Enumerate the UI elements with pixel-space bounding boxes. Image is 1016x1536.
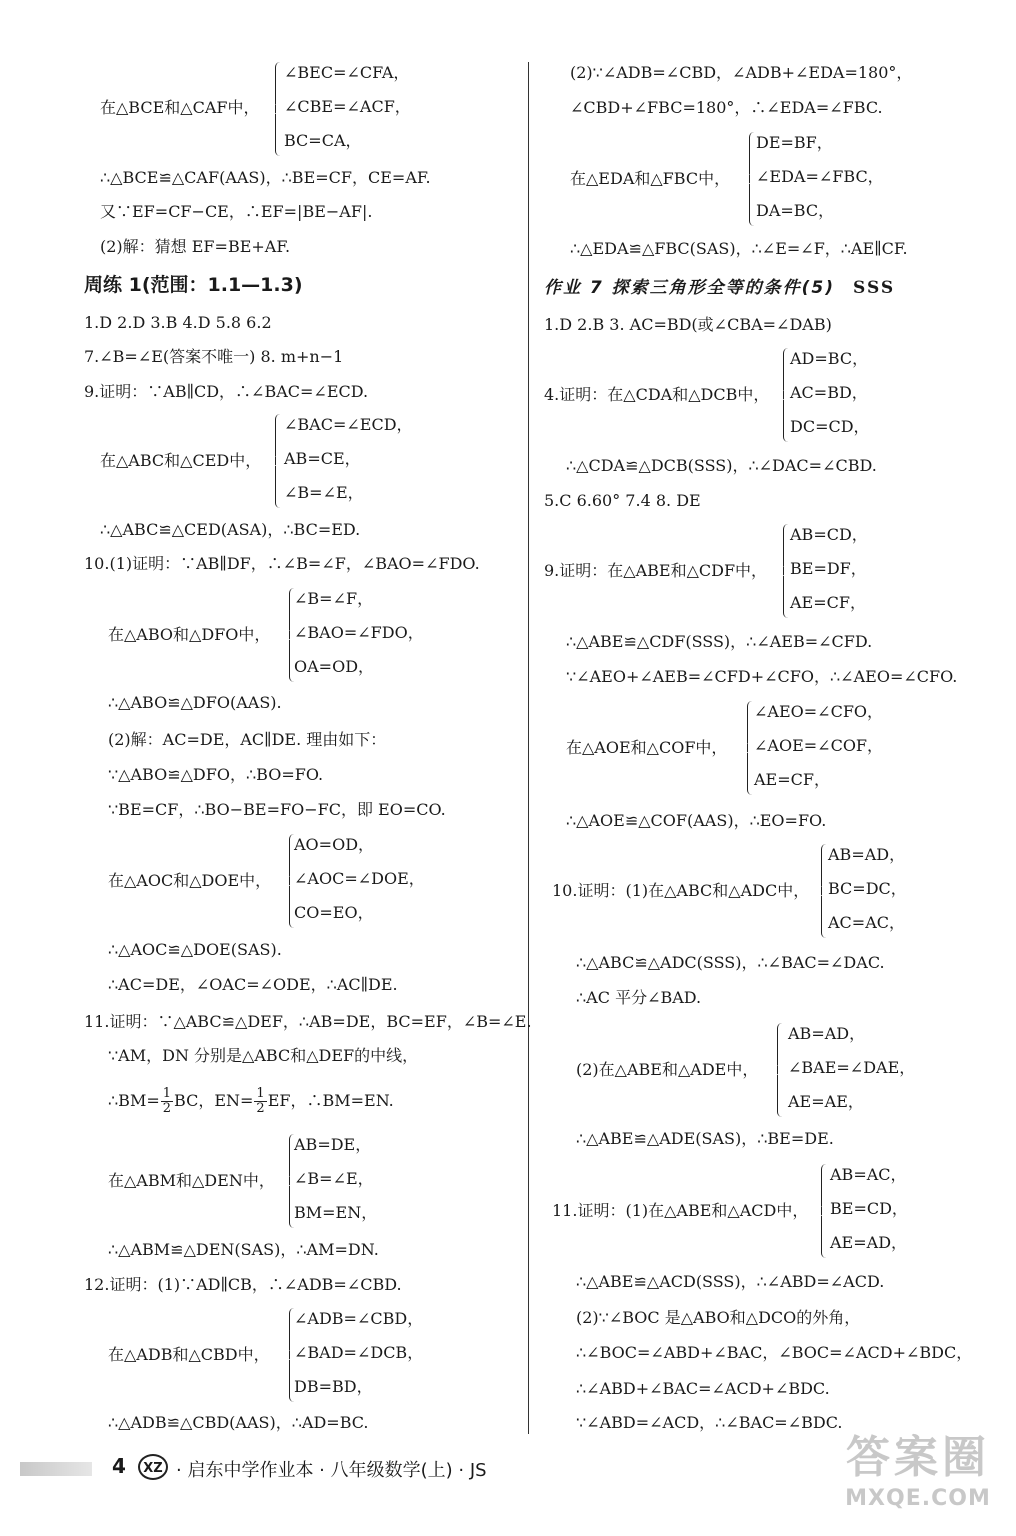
proof-line: ∵BE=CF，∴BO−BE=FO−FC，即 EO=CO. [108,800,446,819]
proof-line: 11.证明：∵△ABC≌△DEF，∴AB=DE，BC=EF，∠B=∠E. [84,1012,532,1031]
answer-line: 1.D 2.D 3.B 4.D 5.8 6.2 [84,313,272,332]
left-brace [778,348,787,442]
watermark [838,1430,998,1530]
proof-line: 12.证明：(1)∵AD∥CB，∴∠ADB=∠CBD. [84,1275,402,1294]
left-brace [270,62,279,156]
system-cases: AB=DE， ∠B=∠E， BM=EN， [294,1135,378,1222]
system-label: 在△ABC和△CED中， [100,451,262,470]
proof-line: ∴△EDA≌△FBC(SAS)，∴∠E=∠F，∴AE∥CF. [570,239,908,258]
left-brace [778,524,787,618]
section-heading: 周练 1(范围：1.1—1.3) [84,274,303,296]
proof-line: ∵∠AEO+∠AEB=∠CFD+∠CFO，∴∠AEO=∠CFO. [566,667,958,686]
left-brace [284,1134,293,1228]
publisher-logo: XZ [138,1454,168,1480]
fraction: $\frac{1}{2}$ [162,1086,172,1116]
system-cases: AB=AC， BE=CD， AE=AD， [830,1165,908,1252]
left-brace [772,1023,781,1117]
system-cases: AB=CD， BE=DF， AE=CF， [790,525,868,612]
proof-line: ∴△AOC≌△DOE(SAS). [108,940,282,959]
system-cases: AD=BC， AC=BD， DC=CD， [790,349,870,436]
system-label: 10.证明：(1)在△ABC和△ADC中， [552,881,810,900]
system-cases: ∠BAC=∠ECD， AB=CE， ∠B=∠E， [284,415,413,502]
proof-line: ∵∠ABD=∠ACD，∴∠BAC=∠BDC. [576,1413,843,1432]
system-cases: DE=BF， ∠EDA=∠FBC， DA=BC， [756,133,884,220]
text-line: 又∵EF=CF−CE，∴EF=|BE−AF|. [100,202,373,221]
left-brace [284,1308,293,1402]
system-label: (2)在△ABE和△ADE中， [576,1060,759,1079]
proof-line: ∴△ABE≌△CDF(SSS)，∴∠AEB=∠CFD. [566,632,873,651]
system-label: 在△EDA和△FBC中， [570,169,731,188]
system-cases: AB=AD， ∠BAE=∠DAE， AE=AE， [788,1024,916,1111]
system-cases: ∠BEC=∠CFA， ∠CBE=∠ACF， BC=CA， [284,63,411,150]
proof-line: (2)∵∠ADB=∠CBD，∠ADB+∠EDA=180°， [570,63,913,82]
proof-line: ∴△ABE≌△ACD(SSS)，∴∠ABD=∠ACD. [576,1272,885,1291]
text-line: ∴△BCE≌△CAF(AAS)，∴BE=CF，CE=AF. [100,168,431,187]
proof-line: ∴△ABE≌△ADE(SAS)，∴BE=DE. [576,1129,834,1148]
left-brace [270,414,279,508]
proof-line: ∵AM，DN 分别是△ABC和△DEF的中线， [108,1046,419,1065]
proof-line: ∴△ABO≌△DFO(AAS). [108,693,282,712]
left-brace [284,834,293,928]
answer-line: 1.D 2.B 3. AC=BD(或∠CBA=∠DAB) [544,315,832,334]
proof-line: (2)∵∠BOC 是△ABO和△DCO的外角， [576,1308,861,1327]
left-brace [744,132,753,226]
proof-line: ∴∠BOC=∠ABD+∠BAC，∠BOC=∠ACD+∠BDC， [576,1343,973,1362]
left-brace [816,1164,825,1258]
fraction: $\frac{1}{2}$ [256,1086,265,1116]
proof-line: (2)解：AC=DE，AC∥DE. 理由如下： [108,730,387,749]
proof-line: 10.(1)证明：∵AB∥DF，∴∠B=∠F，∠BAO=∠FDO. [84,554,480,573]
system-label: 在△ADB和△CBD中， [108,1345,270,1364]
footer-bar [20,1462,92,1476]
proof-line: ∴△AOE≌△COF(AAS)，∴EO=FO. [566,811,827,830]
left-brace [284,588,293,682]
proof-line: ∴△CDA≌△DCB(SSS)，∴∠DAC=∠CBD. [566,456,877,475]
proof-line: ∴AC 平分∠BAD. [576,988,702,1007]
system-label: 在△AOC和△DOE中， [108,871,272,890]
proof-line: ∵△ABO≌△DFO，∴BO=FO. [108,765,324,784]
proof-line: 9.证明：∵AB∥CD，∴∠BAC=∠ECD. [84,382,369,401]
proof-line: ∴△ABM≌△DEN(SAS)，∴AM=DN. [108,1240,379,1259]
footer-title: · 启东中学作业本 · 八年级数学(上) · JS [176,1460,487,1481]
proof-line: ∴△ABC≌△ADC(SSS)，∴∠BAC=∠DAC. [576,953,885,972]
proof-line: ∴△ADB≌△CBD(AAS)，∴AD=BC. [108,1413,369,1432]
system-cases: AB=AD， BC=DC， AC=AC， [828,845,907,932]
text-line: (2)解：猜想 EF=BE+AF. [100,237,291,256]
left-brace [742,701,751,795]
system-label: 9.证明：在△ABE和△CDF中， [544,561,768,580]
system-label: 4.证明：在△CDA和△DCB中， [544,385,770,404]
section-heading: 作业 7 探索三角形全等的条件(5) SSS [544,278,896,298]
answer-line: 7.∠B=∠E(答案不唯一) 8. m+n−1 [84,347,344,366]
proof-line: ∴AC=DE，∠OAC=∠ODE，∴AC∥DE. [108,975,398,994]
left-brace [816,844,825,938]
proof-line: ∴△ABC≌△CED(ASA)，∴BC=ED. [100,520,361,539]
page-number: 4 [112,1454,126,1478]
proof-line: ∴∠ABD+∠BAC=∠ACD+∠BDC. [576,1379,830,1398]
system-cases: ∠ADB=∠CBD， ∠BAD=∠DCB， DB=BD， [294,1309,424,1396]
system-label: 在△BCE和△CAF中， [100,98,260,117]
system-label: 在△AOE和△COF中， [566,738,728,757]
answer-line: 5.C 6.60° 7.4 8. DE [544,491,701,510]
system-cases: ∠AEO=∠CFO， ∠AOE=∠COF， AE=CF， [754,702,884,789]
proof-line: ∴BM= $\frac{1}{2}$ BC，EN= $\frac{1}{2}$ EF，∴BM=EN. [108,1086,394,1116]
system-cases: AO=OD， ∠AOC=∠DOE， CO=EO， [294,835,425,922]
system-label: 在△ABO和△DFO中， [108,625,271,644]
watermark-bottom: MXQE.COM [845,1486,991,1511]
column-divider [528,62,529,1434]
proof-line: ∠CBD+∠FBC=180°，∴∠EDA=∠FBC. [570,98,883,117]
system-label: 11.证明：(1)在△ABE和△ACD中， [552,1201,809,1220]
system-label: 在△ABM和△DEN中， [108,1171,275,1190]
watermark-top: 答案圈 [846,1432,990,1483]
system-cases: ∠B=∠F， ∠BAO=∠FDO， OA=OD， [294,589,424,676]
